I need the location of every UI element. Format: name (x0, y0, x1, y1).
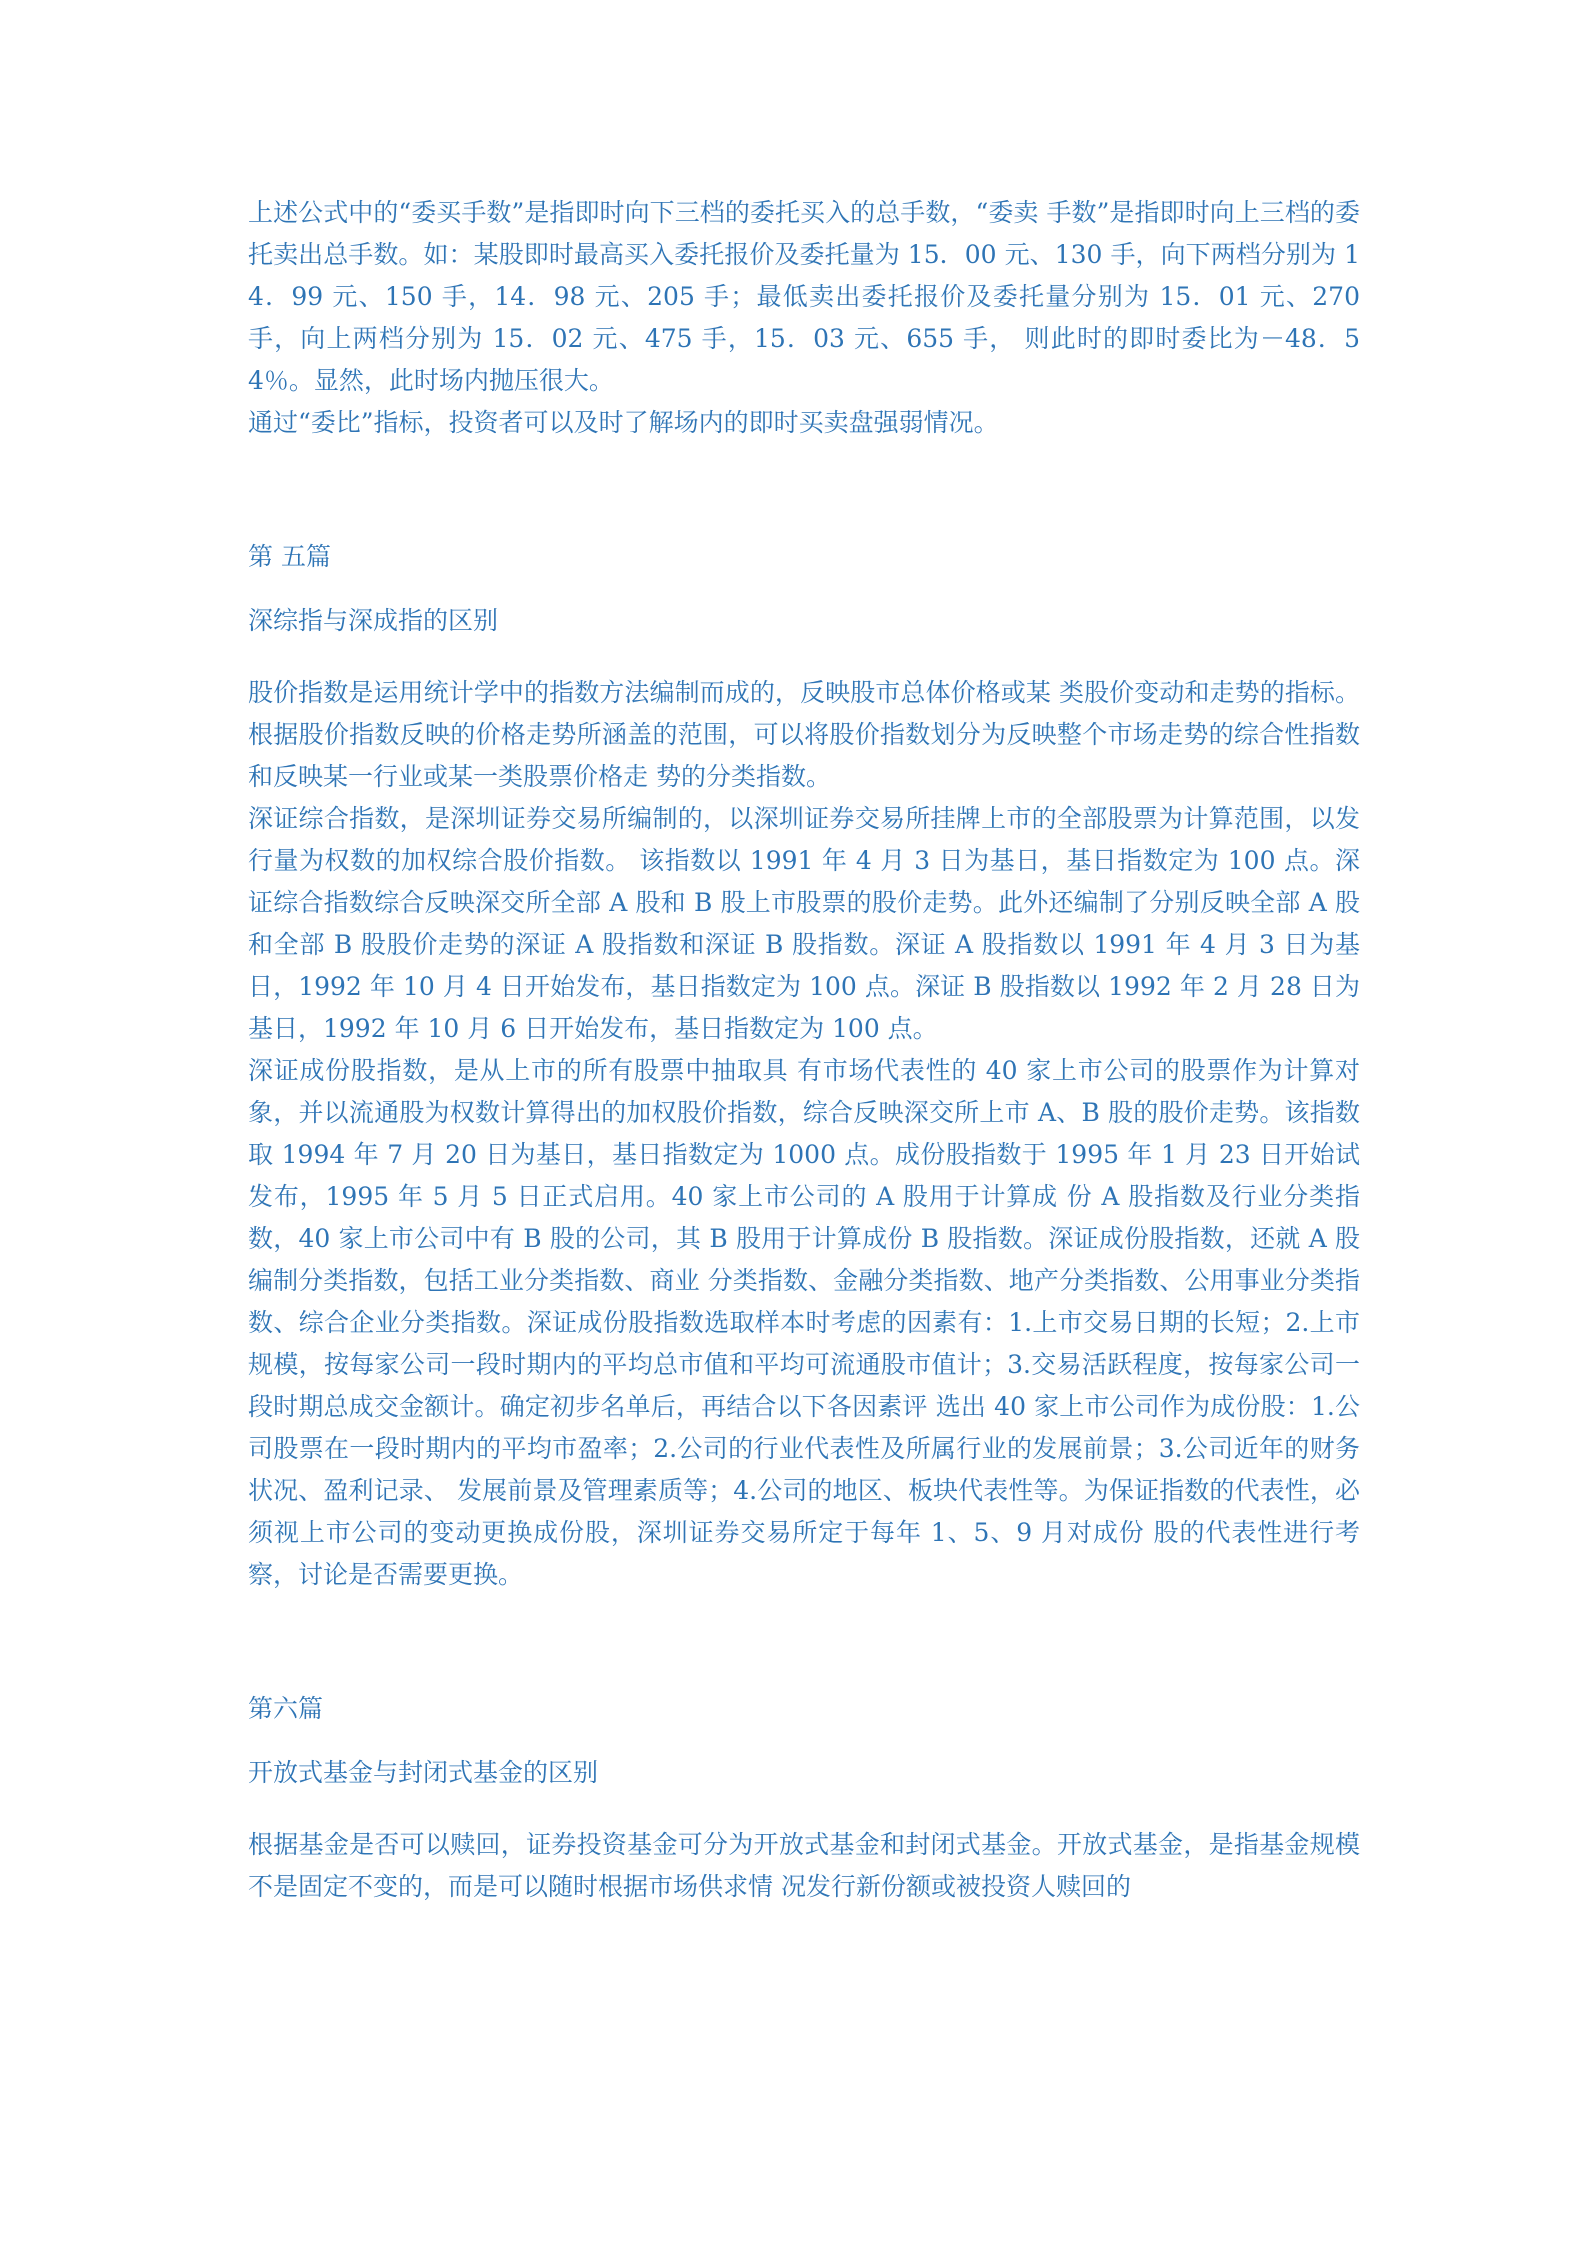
paragraph: 股价指数是运用统计学中的指数方法编制而成的，反映股市总体价格或某 类股价变动和走势的指标。根据股价指数反映的价格走势所涵盖的范围，可以将股价指数划分为反映整个市场走势的综合性指数和反映某一行业或某一类股票价格走 势的分类指数。 (248, 678, 1360, 791)
section-title: 深综指与深成指的区别 (248, 606, 499, 635)
paragraph: 深证成份股指数，是从上市的所有股票中抽取具 有市场代表性的 40 家上市公司的股票作为计算对象，并以流通股为权数计算得出的加权股价指数，综合反映深交所上市 A、B 股的股价走势。该指数取 1994 年 7 月 20 日为基日，基日指数定为 1000 点。成份股指数于 1995 年 1 月 23 日开始试发布，1995 年 5 月 5 日正式启用。40 家上市公司的 A 股用于计算成 份 A 股指数及行业分类指数，40 家上市公司中有 B 股的公司，其 B 股用于计算成份 B 股指数。深证成份股指数，还就 A 股编制分类指数，包括工业分类指数、商业 分类指数、金融分类指数、地产分类指数、公用事业分类指数、综合企业分类指数。深证成份股指数选取样本时考虑的因素有：1.上市交易日期的长短；2.上市 规模，按每家公司一段时期内的平均总市值和平均可流通股市值计；3.交易活跃程度，按每家公司一段时期总成交金额计。确定初步名单后，再结合以下各因素评 选出 40 家上市公司作为成份股：1.公司股票在一段时期内的平均市盈率；2.公司的行业代表性及所属行业的发展前景；3.公司近年的财务状况、盈利记录、 发展前景及管理素质等；4.公司的地区、板块代表性等。为保证指数的代表性，必须视上市公司的变动更换成份股，深圳证券交易所定于每年 1、5、9 月对成份 股的代表性进行考察，讨论是否需要更换。 (248, 1056, 1360, 1589)
spacer (248, 642, 1360, 672)
paragraph: 根据基金是否可以赎回，证券投资基金可分为开放式基金和封闭式基金。开放式基金，是指基金规模不是固定不变的，而是可以随时根据市场供求情 况发行新份额或被投资人赎回的 (248, 1830, 1360, 1901)
spacer (248, 578, 1360, 600)
chapter-heading: 第 五篇 (248, 542, 331, 571)
spacer (248, 1794, 1360, 1824)
spacer (248, 1730, 1360, 1752)
document-page (248, 192, 1360, 1908)
section-title: 开放式基金与封闭式基金的区别 (248, 1758, 599, 1787)
spacer (248, 1596, 1360, 1688)
paragraph: 深证综合指数，是深圳证券交易所编制的，以深圳证券交易所挂牌上市的全部股票为计算范围，以发行量为权数的加权综合股价指数。 该指数以 1991 年 4 月 3 日为基日，基日指数定为 100 点。深证综合指数综合反映深交所全部 A 股和 B 股上市股票的股价走势。此外还编制了分别反映全部 A 股 和全部 B 股股价走势的深证 A 股指数和深证 B 股指数。深证 A 股指数以 1991 年 4 月 3 日为基日，1992 年 10 月 4 日开始发布，基日指数定为 100 点。深证 B 股指数以 1992 年 2 月 28 日为基日，1992 年 10 月 6 日开始发布，基日指数定为 100 点。 (248, 804, 1360, 1043)
paragraph: 通过“委比”指标，投资者可以及时了解场内的即时买卖盘强弱情况。 (248, 408, 999, 437)
spacer (248, 444, 1360, 536)
chapter-heading: 第六篇 (248, 1694, 324, 1723)
paragraph: 上述公式中的“委买手数”是指即时向下三档的委托买入的总手数，“委卖 手数”是指即时向上三档的委托卖出总手数。如：某股即时最高买入委托报价及委托量为 15．00 元、130 手，向下两档分别为 14．99 元、150 手，14．98 元、205 手；最低卖出委托报价及委托量分别为 15．01 元、270 手，向上两档分别为 15．02 元、475 手，15．03 元、655 手， 则此时的即时委比为－48．54％。显然，此时场内抛压很大。 (248, 198, 1360, 395)
